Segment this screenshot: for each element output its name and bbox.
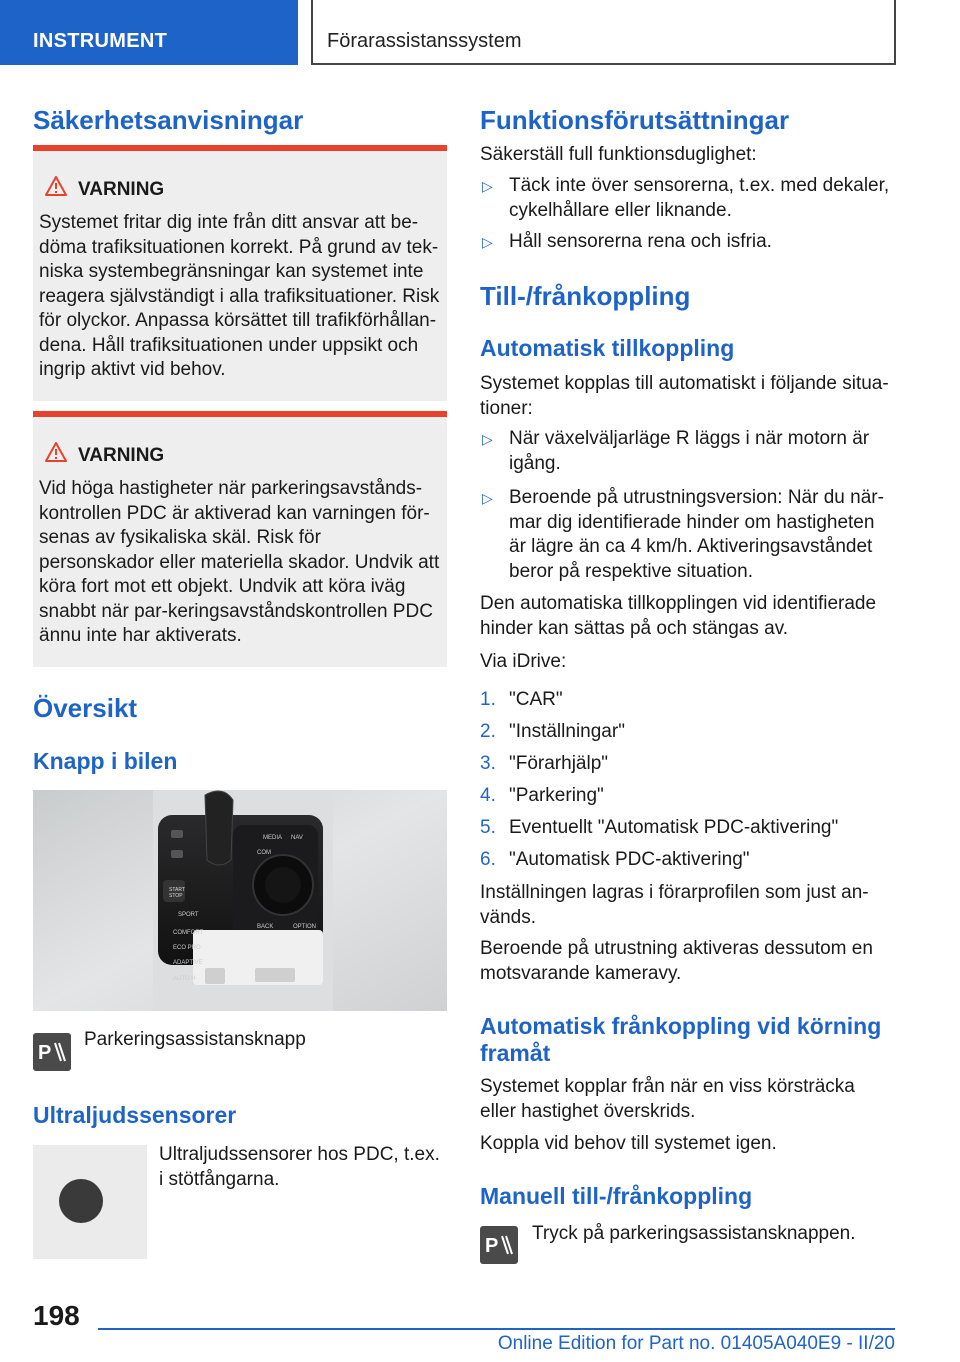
auto-on-intro: Systemet kopplas till automatiskt i följande situa-tioner: <box>480 373 889 419</box>
svg-text:P: P <box>38 1042 52 1064</box>
step-item: 5. Eventuellt "Automatisk PDC-aktivering" <box>480 817 839 838</box>
triangle-bullet-icon: ▷ <box>482 490 493 506</box>
auto-on-item: ▷ Beroende på utrustningsversion: När du när-mar dig identifierade hinder om hastigheten är lägre än ca 4 km/h. Aktiveringsavståndet beror på respektive situation. <box>482 487 884 582</box>
photo-label-comfort: COMFORT <box>173 930 204 936</box>
sensor-icon <box>59 1179 103 1223</box>
photo-label-nav: NAV <box>291 835 303 841</box>
requirement-item: ▷ Täck inte över sensorerna, t.ex. med dekaler, cykelhållare eller liknande. <box>482 175 890 221</box>
auto-off-text: Systemet kopplar från när en viss körsträcka eller hastighet överskrids. <box>480 1076 855 1122</box>
sensors-text: Ultraljudssensorer hos PDC, t.ex. i stötfångarna. <box>159 1144 440 1190</box>
footer-rule <box>98 1328 895 1330</box>
auto-on-note: Den automatiska tillkopplingen vid identifierade hinder kan sättas på och stängas av. <box>480 593 877 639</box>
photo-label-media: MEDIA <box>263 835 283 841</box>
warning-box-1 <box>33 145 447 401</box>
warning-triangle-icon <box>45 442 67 462</box>
photo-label-com: COM <box>257 850 271 856</box>
triangle-bullet-icon: ▷ <box>482 234 493 250</box>
header-section-label: INSTRUMENT <box>33 30 168 52</box>
title-safety: Säkerhetsanvisningar <box>33 105 304 135</box>
svg-text:P: P <box>485 1235 499 1257</box>
page-number: 198 <box>33 1300 80 1331</box>
title-on-off: Till-/frånkoppling <box>480 281 691 311</box>
via-idrive: Via iDrive: <box>480 651 567 672</box>
auto-on-item: ▷ När växelväljarläge R läggs i när motorn är igång. <box>482 428 870 474</box>
photo-label-option: OPTION <box>293 924 317 930</box>
step-item: 2. "Inställningar" <box>480 721 625 742</box>
photo-label-sport: SPORT <box>178 912 199 918</box>
step-item: 3. "Förarhjälp" <box>480 753 609 774</box>
title-requirements: Funktionsförutsättningar <box>480 105 790 135</box>
parking-assistant-icon <box>33 1033 71 1071</box>
photo-label-auto-h: AUTO H <box>173 976 196 982</box>
photo-label-adaptive: ADAPTIVE <box>173 960 203 966</box>
photo-label-eco-pro: ECO PRO <box>173 945 201 951</box>
photo-label-back: BACK <box>257 924 274 930</box>
warning-title: VARNING <box>78 179 165 200</box>
step-item: 6. "Automatisk PDC-aktivering" <box>480 849 750 870</box>
manual-text: Tryck på parkeringsassistansknappen. <box>532 1223 856 1244</box>
subtitle-manual: Manuell till-/frånkoppling <box>480 1183 753 1209</box>
warning-triangle-icon <box>45 176 67 196</box>
subtitle-auto-off: Automatisk frånkoppling vid körning framåt <box>480 1013 882 1066</box>
console-illustration <box>33 790 447 1011</box>
warning-text: Vid höga hastigheter när parkeringsavstånds-kontrollen PDC är aktiverad kan varningen för-senas av fysikaliska skäl. Risk för personskador eller materiella skador. Undvik att köra fort mot ett objekt. Undvik att köra iväg snabbt när par-keringsavståndskontrollen PDC ännu inte har aktiverats. <box>39 478 440 646</box>
step-item: 1. "CAR" <box>480 689 563 710</box>
ultrasonic-sensor-image <box>33 1145 147 1259</box>
footer-edition: Online Edition for Part no. 01405A040E9 - II/20 <box>497 1333 895 1354</box>
step-item: 4. "Parkering" <box>480 785 604 806</box>
triangle-bullet-icon: ▷ <box>482 178 493 194</box>
auto-off-again: Koppla vid behov till systemet igen. <box>480 1133 777 1154</box>
requirements-intro: Säkerställ full funktionsduglighet: <box>480 144 757 165</box>
header-chapter-box <box>311 0 896 65</box>
header-section-tab <box>0 0 298 65</box>
triangle-bullet-icon: ▷ <box>482 431 493 447</box>
camera-note: Beroende på utrustning aktiveras dessutom en motsvarande kameravy. <box>480 938 873 984</box>
header-chapter-label: Förarassistanssystem <box>327 30 522 52</box>
requirement-item: ▷ Håll sensorerna rena och isfria. <box>480 230 895 255</box>
warning-text: Systemet fritar dig inte från ditt ansvar att be-döma trafiksituationen korrekt. På grund av tek-niska systembegränsningar kan systemet inte reagera självständigt i alla trafiksituationer. Risk för olyckor. Anpassa körsättet till trafikförhållan-dena. Håll trafiksituationen under uppsikt och ingrip aktivt vid behov. <box>39 212 440 380</box>
button-caption: Parkeringsassistansknapp <box>84 1029 306 1050</box>
title-overview: Översikt <box>33 693 138 723</box>
photo-label-start-stop: START STOP <box>169 887 185 899</box>
subtitle-ultrasonic-sensors: Ultraljudssensorer <box>33 1102 237 1128</box>
subtitle-button-in-car: Knapp i bilen <box>33 748 178 774</box>
parking-assistant-icon <box>480 1226 518 1264</box>
warning-title: VARNING <box>78 445 165 466</box>
subtitle-auto-on: Automatisk tillkoppling <box>480 335 735 361</box>
warning-box-2 <box>33 411 447 667</box>
saved-note: Inställningen lagras i förarprofilen som just an-vänds. <box>480 882 869 928</box>
center-console-photo <box>33 790 447 1011</box>
